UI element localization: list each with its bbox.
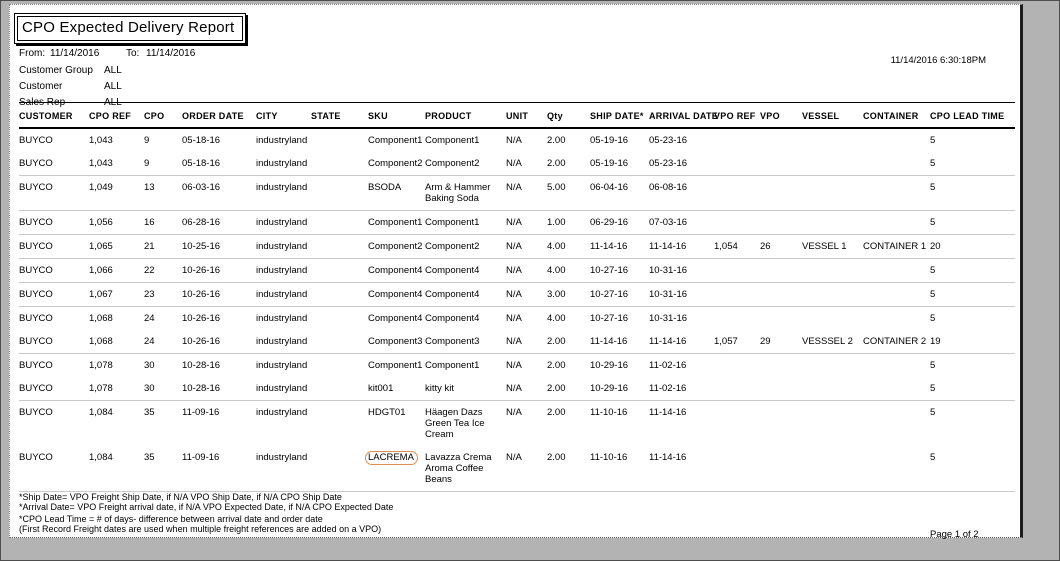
column-header-state: STATE bbox=[311, 103, 368, 129]
column-header-product: PRODUCT bbox=[425, 103, 506, 129]
cell-product: Component4 bbox=[425, 313, 480, 324]
cell-container bbox=[863, 152, 930, 176]
table-row bbox=[19, 377, 1015, 401]
cell-city: industryland bbox=[256, 446, 311, 492]
cell-qty: 2.00 bbox=[547, 360, 566, 371]
table-row bbox=[19, 283, 1015, 307]
cell-customer: BUYCO bbox=[19, 446, 89, 492]
cell-cpo: 21 bbox=[144, 235, 182, 259]
cell-cpo-lead-time: 5 bbox=[930, 176, 1015, 211]
cell-city: industryland bbox=[256, 259, 311, 283]
cell-unit: N/A bbox=[506, 259, 547, 283]
cell-vpo-ref bbox=[714, 152, 760, 176]
cell-vpo bbox=[760, 401, 802, 447]
cell-vpo-ref bbox=[714, 307, 760, 331]
cell-unit: N/A bbox=[506, 360, 522, 371]
column-header-cpo-ref: CPO REF bbox=[89, 103, 144, 129]
report-title-box-inner bbox=[17, 16, 243, 41]
cell-cpo: 13 bbox=[144, 176, 182, 211]
cell-product: Häagen Dazs Green Tea Ice Cream bbox=[425, 407, 485, 440]
cell-state bbox=[311, 152, 368, 176]
footnotes bbox=[19, 492, 393, 534]
cell-ship-date: 11-10-16 bbox=[590, 446, 649, 492]
footnote-lead-time: *CPO Lead Time = # of days- difference between arrival date and order date bbox=[19, 514, 323, 524]
cell-vessel: VESSSEL 2 bbox=[802, 330, 863, 354]
cell-ship-date: 05-19-16 bbox=[590, 152, 649, 176]
cell-sku: BSODA bbox=[368, 176, 425, 211]
cell-state bbox=[311, 176, 368, 211]
column-header-vessel: VESSEL bbox=[802, 103, 863, 129]
cell-cpo-ref: 1,084 bbox=[89, 407, 113, 418]
cell-vpo bbox=[760, 377, 802, 401]
cell-customer: BUYCO bbox=[19, 283, 89, 307]
cell-order-date: 10-26-16 bbox=[182, 313, 221, 324]
column-header-unit: UNIT bbox=[506, 103, 547, 129]
cell-unit: N/A bbox=[506, 135, 522, 146]
cell-qty: 2.00 bbox=[547, 135, 566, 146]
cell-sku: Component4 bbox=[368, 259, 425, 283]
cell-vpo-ref bbox=[714, 446, 760, 492]
sku-annotation-ellipse: LACREMA bbox=[365, 451, 418, 465]
cell-unit: N/A bbox=[506, 313, 522, 324]
cell-city: industryland bbox=[256, 407, 308, 418]
cell-sku: kit001 bbox=[368, 377, 425, 401]
cell-order-date: 05-18-16 bbox=[182, 135, 221, 146]
to-value: 11/14/2016 bbox=[146, 48, 196, 59]
cell-cpo: 9 bbox=[144, 152, 182, 176]
cell-cpo-ref: 1,084 bbox=[89, 446, 144, 492]
report-page bbox=[9, 4, 1023, 538]
cell-unit: N/A bbox=[506, 446, 547, 492]
cell-city: industryland bbox=[256, 176, 311, 211]
cell-order-date: 10-26-16 bbox=[182, 283, 256, 307]
column-header-ship-date: SHIP DATE* bbox=[590, 103, 649, 129]
cell-qty: 2.00 bbox=[547, 377, 590, 401]
cell-cpo-lead-time: 5 bbox=[930, 211, 1015, 235]
cell-unit: N/A bbox=[506, 330, 547, 354]
cell-product: Component1 bbox=[425, 360, 480, 371]
cell-vessel bbox=[802, 283, 863, 307]
delivery-table-wrap bbox=[19, 102, 1015, 492]
from-value: 11/14/2016 bbox=[50, 48, 100, 59]
cell-product: Component1 bbox=[425, 135, 480, 146]
cell-vpo bbox=[760, 152, 802, 176]
cell-ship-date: 10-27-16 bbox=[590, 283, 649, 307]
cell-state bbox=[311, 128, 368, 152]
cell-product: Arm & Hammer Baking Soda bbox=[425, 176, 506, 211]
cell-city: industryland bbox=[256, 152, 311, 176]
cell-qty: 2.00 bbox=[547, 407, 566, 418]
cell-vpo: 29 bbox=[760, 330, 802, 354]
table-row bbox=[19, 401, 1015, 447]
cell-order-date: 11-09-16 bbox=[182, 446, 256, 492]
cell-order-date: 10-28-16 bbox=[182, 360, 221, 371]
table-row bbox=[19, 259, 1015, 283]
cell-cpo: 16 bbox=[144, 211, 182, 235]
cell-container bbox=[863, 354, 930, 378]
column-header-customer: CUSTOMER bbox=[19, 103, 89, 129]
cell-cpo-lead-time: 5 bbox=[930, 377, 1015, 401]
cell-cpo-lead-time: 5 bbox=[930, 283, 1015, 307]
cell-order-date: 06-03-16 bbox=[182, 176, 256, 211]
cell-vpo bbox=[760, 128, 802, 152]
cell-product: Component1 bbox=[425, 211, 506, 235]
cell-city: industryland bbox=[256, 135, 308, 146]
cell-order-date: 10-28-16 bbox=[182, 377, 256, 401]
cell-vessel bbox=[802, 307, 863, 331]
cell-customer: BUYCO bbox=[19, 313, 53, 324]
table-row bbox=[19, 330, 1015, 354]
customer-label: Customer bbox=[19, 81, 63, 92]
cell-sku: Component2 bbox=[368, 235, 425, 259]
cell-state bbox=[311, 330, 368, 354]
cell-cpo-ref: 1,056 bbox=[89, 211, 144, 235]
cell-container: CONTAINER 2 bbox=[863, 330, 930, 354]
cell-ship-date: 10-27-16 bbox=[590, 313, 629, 324]
report-title-box bbox=[14, 13, 246, 44]
cell-vessel bbox=[802, 446, 863, 492]
column-header-vpo-ref: VPO REF bbox=[714, 103, 760, 129]
cell-container bbox=[863, 128, 930, 152]
cell-ship-date: 11-14-16 bbox=[590, 330, 649, 354]
cell-container bbox=[863, 446, 930, 492]
cell-qty: 1.00 bbox=[547, 211, 590, 235]
cell-sku: Component3 bbox=[368, 330, 425, 354]
cell-arrival-date: 05-23-16 bbox=[649, 135, 688, 146]
cell-sku bbox=[368, 446, 425, 492]
cell-cpo-ref: 1,068 bbox=[89, 313, 113, 324]
cell-container bbox=[863, 401, 930, 447]
cell-cpo: 22 bbox=[144, 259, 182, 283]
cell-vessel bbox=[802, 176, 863, 211]
cell-cpo: 35 bbox=[144, 407, 155, 418]
cell-vpo-ref: 1,057 bbox=[714, 330, 760, 354]
cell-cpo-ref: 1,049 bbox=[89, 176, 144, 211]
cell-qty: 2.00 bbox=[547, 152, 590, 176]
cell-qty: 4.00 bbox=[547, 259, 590, 283]
cell-arrival-date: 06-08-16 bbox=[649, 176, 714, 211]
cell-state bbox=[311, 401, 368, 447]
cell-vpo: 26 bbox=[760, 235, 802, 259]
cell-qty: 3.00 bbox=[547, 283, 590, 307]
cell-product: Lavazza Crema Aroma Coffee Beans bbox=[425, 446, 506, 492]
cell-sku: Component4 bbox=[368, 283, 425, 307]
cell-vessel bbox=[802, 152, 863, 176]
column-header-container: CONTAINER bbox=[863, 103, 930, 129]
cell-vessel bbox=[802, 377, 863, 401]
cell-product: Component3 bbox=[425, 330, 506, 354]
cell-cpo: 30 bbox=[144, 360, 155, 371]
cell-cpo: 35 bbox=[144, 446, 182, 492]
cell-container bbox=[863, 259, 930, 283]
cell-container bbox=[863, 211, 930, 235]
table-row bbox=[19, 354, 1015, 378]
table-header-row bbox=[19, 103, 1015, 129]
cell-cpo-lead-time: 5 bbox=[930, 152, 1015, 176]
cell-cpo-lead-time: 19 bbox=[930, 330, 1015, 354]
cell-vpo-ref bbox=[714, 176, 760, 211]
cell-qty: 4.00 bbox=[547, 313, 566, 324]
cell-product: Component4 bbox=[425, 259, 506, 283]
cell-vpo-ref bbox=[714, 259, 760, 283]
cell-vessel bbox=[802, 128, 863, 152]
cell-state bbox=[311, 211, 368, 235]
page-number: Page 1 of 2 bbox=[930, 529, 979, 540]
cell-cpo-ref: 1,068 bbox=[89, 330, 144, 354]
cell-arrival-date: 10-31-16 bbox=[649, 259, 714, 283]
cell-order-date: 11-09-16 bbox=[182, 407, 220, 418]
cell-product: Component4 bbox=[425, 283, 506, 307]
cell-qty: 5.00 bbox=[547, 176, 590, 211]
customer-group-value: ALL bbox=[104, 65, 122, 76]
cell-city: industryland bbox=[256, 211, 311, 235]
cell-container bbox=[863, 307, 930, 331]
sales-rep-value: ALL bbox=[104, 97, 122, 108]
cell-state bbox=[311, 283, 368, 307]
cell-cpo-lead-time: 5 bbox=[930, 313, 936, 324]
column-header-qty: Qty bbox=[547, 103, 590, 129]
cell-vpo bbox=[760, 283, 802, 307]
cell-cpo-lead-time: 20 bbox=[930, 235, 1015, 259]
cell-state bbox=[311, 235, 368, 259]
column-header-order-date: ORDER DATE bbox=[182, 103, 256, 129]
cell-order-date: 10-26-16 bbox=[182, 330, 256, 354]
cell-cpo: 24 bbox=[144, 313, 155, 324]
cell-customer: BUYCO bbox=[19, 377, 89, 401]
cell-order-date: 10-26-16 bbox=[182, 259, 256, 283]
cell-vpo bbox=[760, 446, 802, 492]
cell-arrival-date: 10-31-16 bbox=[649, 283, 714, 307]
cell-vpo-ref bbox=[714, 283, 760, 307]
cell-container: CONTAINER 1 bbox=[863, 235, 930, 259]
cell-cpo-lead-time: 5 bbox=[930, 360, 936, 371]
column-header-vpo: VPO bbox=[760, 103, 802, 129]
customer-value: ALL bbox=[104, 81, 122, 92]
cell-customer: BUYCO bbox=[19, 152, 89, 176]
cell-city: industryland bbox=[256, 313, 308, 324]
cell-vpo-ref bbox=[714, 128, 760, 152]
cell-vessel bbox=[802, 211, 863, 235]
cell-city: industryland bbox=[256, 235, 311, 259]
cell-ship-date: 05-19-16 bbox=[590, 135, 629, 146]
cell-vpo bbox=[760, 211, 802, 235]
cell-container bbox=[863, 377, 930, 401]
cell-sku: Component1 bbox=[368, 211, 425, 235]
cell-customer: BUYCO bbox=[19, 330, 89, 354]
cell-customer: BUYCO bbox=[19, 135, 53, 146]
column-header-sku: SKU bbox=[368, 103, 425, 129]
cell-arrival-date: 10-31-16 bbox=[649, 313, 688, 324]
cell-cpo: 9 bbox=[144, 135, 150, 146]
table-row bbox=[19, 176, 1015, 211]
cell-vpo-ref bbox=[714, 354, 760, 378]
cell-cpo: 30 bbox=[144, 377, 182, 401]
cell-cpo-ref: 1,065 bbox=[89, 235, 144, 259]
cell-container bbox=[863, 176, 930, 211]
cell-ship-date: 06-29-16 bbox=[590, 211, 649, 235]
cell-ship-date: 10-27-16 bbox=[590, 259, 649, 283]
cell-sku: Component1 bbox=[368, 135, 423, 146]
cell-unit: N/A bbox=[506, 176, 547, 211]
cell-qty: 4.00 bbox=[547, 235, 590, 259]
table-row bbox=[19, 211, 1015, 235]
cell-ship-date: 10-29-16 bbox=[590, 360, 629, 371]
cell-cpo-ref: 1,043 bbox=[89, 152, 144, 176]
cell-order-date: 06-28-16 bbox=[182, 211, 256, 235]
cell-ship-date: 10-29-16 bbox=[590, 377, 649, 401]
cell-cpo: 24 bbox=[144, 330, 182, 354]
footnote-arrival-date: *Arrival Date= VPO Freight arrival date, if N/A VPO Expected Date, if N/A CPO Expected Date bbox=[19, 502, 394, 512]
cell-arrival-date: 11-14-16 bbox=[649, 407, 687, 418]
cell-unit: N/A bbox=[506, 211, 547, 235]
cell-sku: Component2 bbox=[368, 152, 425, 176]
cell-state bbox=[311, 446, 368, 492]
cell-vpo bbox=[760, 307, 802, 331]
column-header-cpo: CPO bbox=[144, 103, 182, 129]
delivery-table bbox=[19, 102, 1015, 492]
cell-cpo-lead-time: 5 bbox=[930, 259, 1015, 283]
cell-vpo-ref bbox=[714, 211, 760, 235]
cell-cpo-lead-time: 5 bbox=[930, 446, 1015, 492]
cell-vpo bbox=[760, 259, 802, 283]
table-row bbox=[19, 307, 1015, 331]
report-title: CPO Expected Delivery Report bbox=[22, 19, 235, 36]
cell-arrival-date: 11-14-16 bbox=[649, 446, 714, 492]
cell-city: industryland bbox=[256, 377, 311, 401]
customer-group-label: Customer Group bbox=[19, 65, 93, 76]
cell-cpo-lead-time: 5 bbox=[930, 407, 936, 418]
cell-cpo-ref: 1,066 bbox=[89, 259, 144, 283]
cell-vpo-ref bbox=[714, 377, 760, 401]
cell-sku: Component1 bbox=[368, 360, 423, 371]
cell-unit: N/A bbox=[506, 235, 547, 259]
footnote-freight: (First Record Freight dates are used when multiple freight references are added on a VPO) bbox=[19, 524, 382, 534]
cell-cpo-ref: 1,043 bbox=[89, 135, 113, 146]
cell-customer: BUYCO bbox=[19, 235, 89, 259]
cell-unit: N/A bbox=[506, 283, 547, 307]
column-header-cpo-lead-time: CPO LEAD TIME bbox=[930, 103, 1015, 129]
cell-arrival-date: 11-14-16 bbox=[649, 330, 714, 354]
column-header-arrival-date: ARRIVAL DATE bbox=[649, 103, 714, 129]
cell-unit: N/A bbox=[506, 377, 547, 401]
cell-vessel bbox=[802, 354, 863, 378]
cell-ship-date: 06-04-16 bbox=[590, 176, 649, 211]
cell-unit: N/A bbox=[506, 407, 522, 418]
cell-state bbox=[311, 259, 368, 283]
footnote-ship-date: *Ship Date= VPO Freight Ship Date, if N/A VPO Ship Date, if N/A CPO Ship Date bbox=[19, 492, 342, 502]
cell-arrival-date: 05-23-16 bbox=[649, 152, 714, 176]
cell-arrival-date: 11-02-16 bbox=[649, 360, 687, 371]
cell-customer: BUYCO bbox=[19, 360, 53, 371]
column-header-city: CITY bbox=[256, 103, 311, 129]
cell-city: industryland bbox=[256, 330, 311, 354]
table-row bbox=[19, 235, 1015, 259]
from-label: From: bbox=[19, 48, 46, 59]
cell-product: kitty kit bbox=[425, 377, 506, 401]
cell-cpo-ref: 1,067 bbox=[89, 283, 144, 307]
table-row bbox=[19, 128, 1015, 152]
printed-timestamp: 11/14/2016 6:30:18PM bbox=[890, 55, 986, 66]
cell-sku: HDGT01 bbox=[368, 407, 406, 418]
cell-customer: BUYCO bbox=[19, 211, 89, 235]
cell-arrival-date: 11-14-16 bbox=[649, 235, 714, 259]
cell-vpo bbox=[760, 354, 802, 378]
cell-cpo: 23 bbox=[144, 283, 182, 307]
cell-order-date: 05-18-16 bbox=[182, 152, 256, 176]
cell-vpo-ref: 1,054 bbox=[714, 235, 760, 259]
cell-vessel bbox=[802, 259, 863, 283]
table-row bbox=[19, 446, 1015, 492]
cell-state bbox=[311, 307, 368, 331]
cell-customer: BUYCO bbox=[19, 407, 53, 418]
cell-vpo bbox=[760, 176, 802, 211]
cell-arrival-date: 11-02-16 bbox=[649, 377, 714, 401]
cell-cpo-ref: 1,078 bbox=[89, 377, 144, 401]
cell-unit: N/A bbox=[506, 152, 547, 176]
cell-ship-date: 11-10-16 bbox=[590, 407, 628, 418]
cell-arrival-date: 07-03-16 bbox=[649, 211, 714, 235]
cell-customer: BUYCO bbox=[19, 176, 89, 211]
cell-cpo-ref: 1,078 bbox=[89, 360, 113, 371]
cell-product: Component2 bbox=[425, 152, 506, 176]
cell-container bbox=[863, 283, 930, 307]
cell-vessel: VESSEL 1 bbox=[802, 235, 863, 259]
cell-order-date: 10-25-16 bbox=[182, 235, 256, 259]
cell-vessel bbox=[802, 401, 863, 447]
table-row bbox=[19, 152, 1015, 176]
cell-sku: Component4 bbox=[368, 313, 423, 324]
cell-qty: 2.00 bbox=[547, 446, 590, 492]
cell-state bbox=[311, 354, 368, 378]
cell-ship-date: 11-14-16 bbox=[590, 235, 649, 259]
cell-city: industryland bbox=[256, 360, 308, 371]
cell-state bbox=[311, 377, 368, 401]
sales-rep-label: Sales Rep bbox=[19, 97, 66, 108]
cell-customer: BUYCO bbox=[19, 259, 89, 283]
cell-product: Component2 bbox=[425, 235, 506, 259]
cell-qty: 2.00 bbox=[547, 330, 590, 354]
cell-vpo-ref bbox=[714, 401, 760, 447]
cell-cpo-lead-time: 5 bbox=[930, 135, 936, 146]
cell-city: industryland bbox=[256, 283, 311, 307]
to-label: To: bbox=[126, 48, 140, 59]
